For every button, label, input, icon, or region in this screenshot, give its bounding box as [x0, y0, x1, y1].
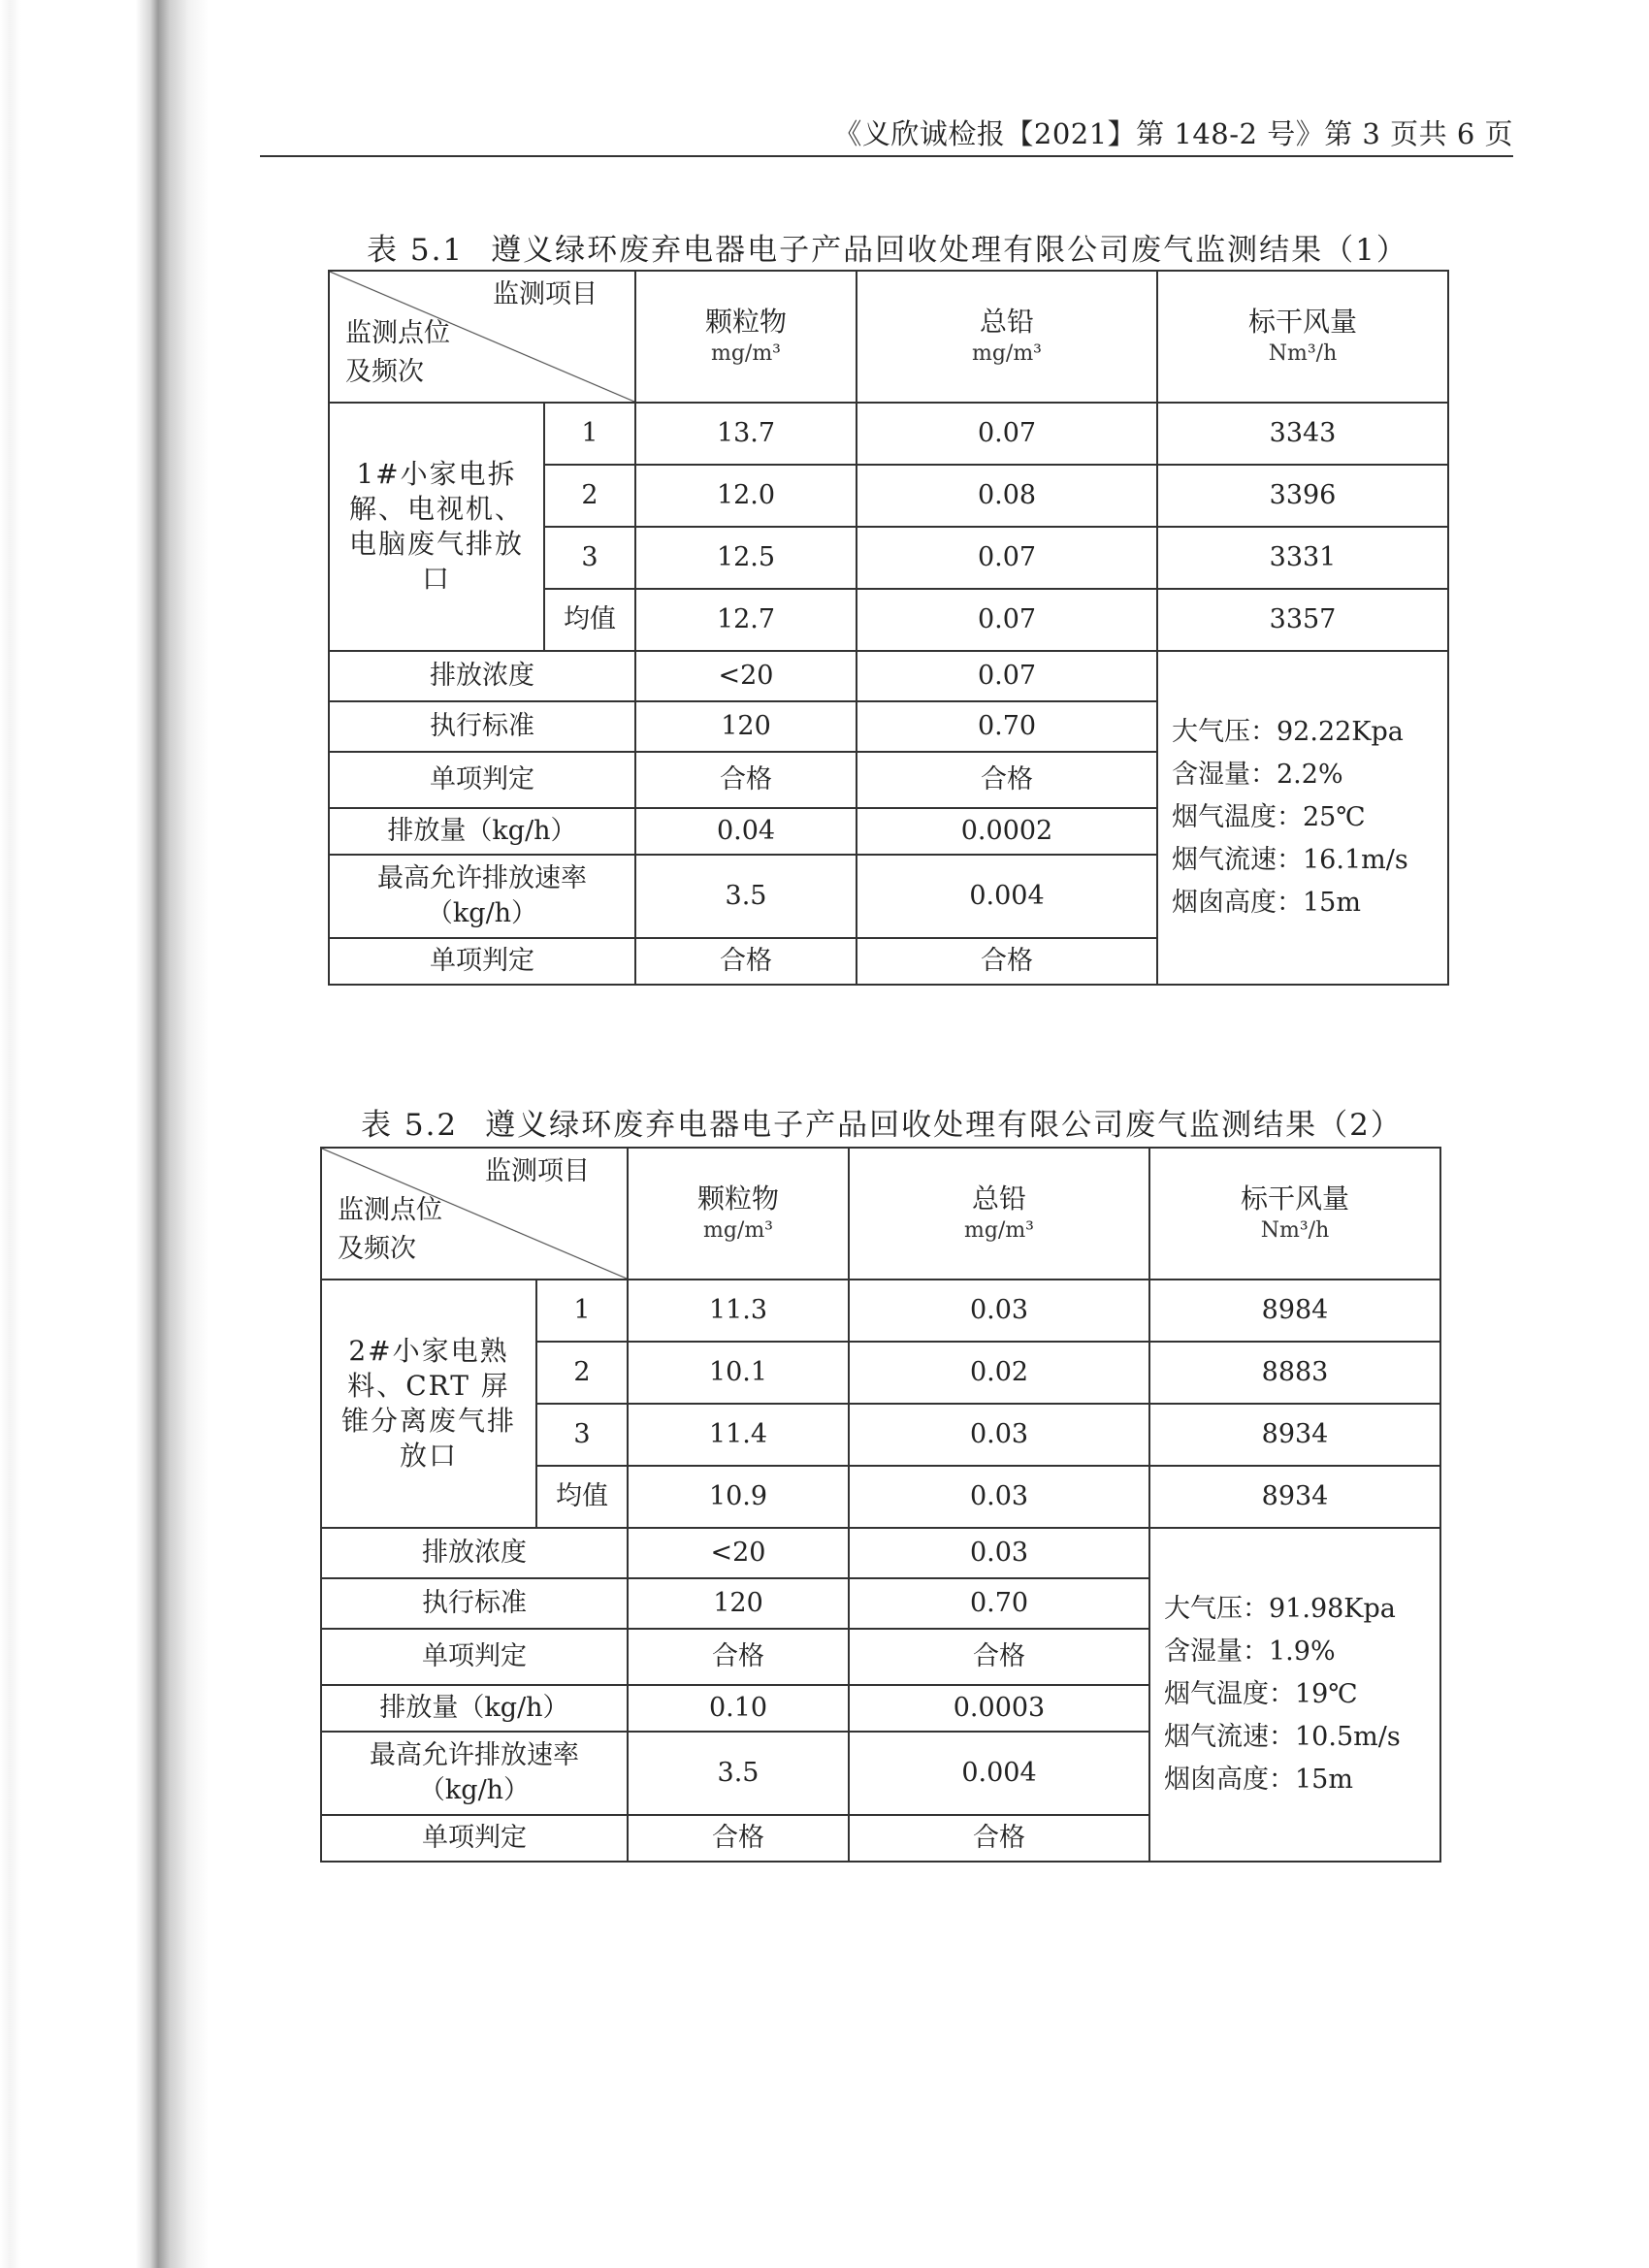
note-line: 烟气流速：10.5m/s: [1164, 1722, 1401, 1752]
lead-value: 合格: [857, 752, 1157, 808]
frequency: 2: [536, 1342, 628, 1404]
conditions-note: [1157, 651, 1448, 985]
table-caption: [367, 225, 1408, 269]
particulate-value: 10.1: [628, 1342, 849, 1404]
diag-point-label: [345, 314, 450, 392]
particulate-value: 合格: [628, 1629, 849, 1685]
airflow-value: 3343: [1157, 403, 1448, 465]
report-header: 《义欣诚检报【2021】第 148-2 号》第 3 页共 6 页: [260, 116, 1513, 157]
particulate-value: 合格: [635, 938, 857, 985]
particulate-value: 12.7: [635, 589, 857, 651]
col-unit: Nm³/h: [1268, 341, 1338, 366]
table-number: 表 5.2: [361, 1108, 459, 1143]
col-header-particulate: [635, 271, 857, 403]
particulate-value: 120: [635, 701, 857, 752]
particulate-value: <20: [628, 1528, 849, 1578]
row-label-line: 最高允许排放速率: [370, 1740, 579, 1770]
airflow-value: 8934: [1149, 1466, 1440, 1528]
airflow-value: 3331: [1157, 527, 1448, 589]
frequency: 均值: [544, 589, 635, 651]
binding-shadow: [0, 0, 209, 2268]
table-number: 表 5.1: [367, 233, 465, 268]
frequency: 1: [544, 403, 635, 465]
conditions-note: [1149, 1528, 1440, 1862]
diag-item-label: 监测项目: [493, 279, 598, 309]
col-name: 标干风量: [1240, 1183, 1349, 1215]
note-line: 大气压：92.22Kpa: [1172, 717, 1404, 747]
diagonal-header-cell: [329, 271, 635, 403]
airflow-value: 8883: [1149, 1342, 1440, 1404]
row-label: [321, 1732, 628, 1815]
note-line: 含湿量：1.9%: [1164, 1636, 1336, 1667]
row-label: 单项判定: [321, 1815, 628, 1862]
diag-point-line: 监测点位: [345, 318, 450, 348]
col-name: 标干风量: [1247, 306, 1357, 338]
lead-value: 0.70: [849, 1578, 1149, 1629]
frequency: 1: [536, 1280, 628, 1342]
monitoring-site: 2#小家电熟料、CRT 屏锥分离废气排放口: [321, 1280, 536, 1528]
row-label: 单项判定: [329, 938, 635, 985]
airflow-value: 3357: [1157, 589, 1448, 651]
table-caption: [361, 1100, 1403, 1144]
col-unit: mg/m³: [710, 341, 782, 366]
particulate-value: 12.5: [635, 527, 857, 589]
monitoring-site: 1#小家电拆解、电视机、电脑废气排放口: [329, 403, 544, 651]
lead-value: 0.0003: [849, 1685, 1149, 1732]
col-unit: Nm³/h: [1260, 1218, 1330, 1243]
table-row: [321, 1280, 1440, 1342]
note-line: 烟气温度：25℃: [1172, 802, 1366, 832]
table-title: 遵义绿环废弃电器电子产品回收处理有限公司废气监测结果（2）: [485, 1108, 1403, 1143]
particulate-value: 合格: [628, 1815, 849, 1862]
particulate-value: 3.5: [635, 855, 857, 938]
frequency: 2: [544, 465, 635, 527]
particulate-value: 11.3: [628, 1280, 849, 1342]
row-label: 执行标准: [321, 1578, 628, 1629]
lead-value: 0.03: [849, 1528, 1149, 1578]
col-header-airflow: [1157, 271, 1448, 403]
col-name: 颗粒物: [696, 1183, 779, 1215]
airflow-value: 8934: [1149, 1404, 1440, 1466]
diag-point-label: [338, 1191, 442, 1269]
note-line: 烟气流速：16.1m/s: [1172, 845, 1408, 875]
lead-value: 0.02: [849, 1342, 1149, 1404]
col-name: 总铅: [971, 1183, 1026, 1215]
col-name: 颗粒物: [704, 306, 787, 338]
col-header-lead: [849, 1148, 1149, 1280]
note-line: 烟囱高度：15m: [1164, 1765, 1353, 1795]
diag-point-line: 监测点位: [338, 1195, 442, 1225]
lead-value: 0.08: [857, 465, 1157, 527]
col-unit: mg/m³: [702, 1218, 774, 1243]
lead-value: 0.03: [849, 1404, 1149, 1466]
particulate-value: 0.04: [635, 808, 857, 855]
col-header-particulate: [628, 1148, 849, 1280]
lead-value: 0.07: [857, 589, 1157, 651]
table-header-row: [321, 1148, 1440, 1280]
row-label: 单项判定: [329, 752, 635, 808]
particulate-value: 11.4: [628, 1404, 849, 1466]
lead-value: 0.70: [857, 701, 1157, 752]
frequency: 均值: [536, 1466, 628, 1528]
col-unit: mg/m³: [963, 1218, 1035, 1243]
frequency: 3: [544, 527, 635, 589]
lead-value: 0.07: [857, 527, 1157, 589]
row-label: 排放浓度: [321, 1528, 628, 1578]
particulate-value: 120: [628, 1578, 849, 1629]
airflow-value: 8984: [1149, 1280, 1440, 1342]
row-label-line: 最高允许排放速率: [377, 863, 587, 893]
col-unit: mg/m³: [971, 341, 1043, 366]
diag-frequency-line: 及频次: [345, 357, 424, 387]
row-label: 排放量（kg/h）: [329, 808, 635, 855]
table-row: [321, 1528, 1440, 1578]
note-line: 烟气温度：19℃: [1164, 1679, 1358, 1709]
table-title: 遵义绿环废弃电器电子产品回收处理有限公司废气监测结果（1）: [491, 233, 1408, 268]
monitoring-table: [320, 1147, 1441, 1863]
row-label: 单项判定: [321, 1629, 628, 1685]
airflow-value: 3396: [1157, 465, 1448, 527]
particulate-value: 10.9: [628, 1466, 849, 1528]
lead-value: 0.07: [857, 403, 1157, 465]
particulate-value: 12.0: [635, 465, 857, 527]
lead-value: 合格: [849, 1815, 1149, 1862]
row-label-line: （kg/h）: [426, 898, 538, 928]
diag-item-label: 监测项目: [485, 1156, 590, 1186]
row-label: 排放量（kg/h）: [321, 1685, 628, 1732]
lead-value: 0.0002: [857, 808, 1157, 855]
col-header-airflow: [1149, 1148, 1440, 1280]
particulate-value: 13.7: [635, 403, 857, 465]
table-header-row: [329, 271, 1448, 403]
row-label-line: （kg/h）: [418, 1775, 531, 1805]
lead-value: 0.07: [857, 651, 1157, 701]
frequency: 3: [536, 1404, 628, 1466]
lead-value: 0.03: [849, 1280, 1149, 1342]
particulate-value: 0.10: [628, 1685, 849, 1732]
lead-value: 0.004: [857, 855, 1157, 938]
particulate-value: 合格: [635, 752, 857, 808]
lead-value: 0.004: [849, 1732, 1149, 1815]
row-label: [329, 855, 635, 938]
diag-frequency-line: 及频次: [338, 1234, 416, 1264]
note-line: 含湿量：2.2%: [1172, 760, 1343, 790]
table-row: [329, 403, 1448, 465]
table-row: [329, 651, 1448, 701]
particulate-value: <20: [635, 651, 857, 701]
row-label: 执行标准: [329, 701, 635, 752]
note-line: 大气压：91.98Kpa: [1164, 1594, 1396, 1624]
diagonal-header-cell: [321, 1148, 628, 1280]
lead-value: 合格: [857, 938, 1157, 985]
col-name: 总铅: [979, 306, 1034, 338]
monitoring-table: [328, 270, 1449, 986]
lead-value: 合格: [849, 1629, 1149, 1685]
note-line: 烟囱高度：15m: [1172, 888, 1361, 918]
col-header-lead: [857, 271, 1157, 403]
lead-value: 0.03: [849, 1466, 1149, 1528]
particulate-value: 3.5: [628, 1732, 849, 1815]
row-label: 排放浓度: [329, 651, 635, 701]
